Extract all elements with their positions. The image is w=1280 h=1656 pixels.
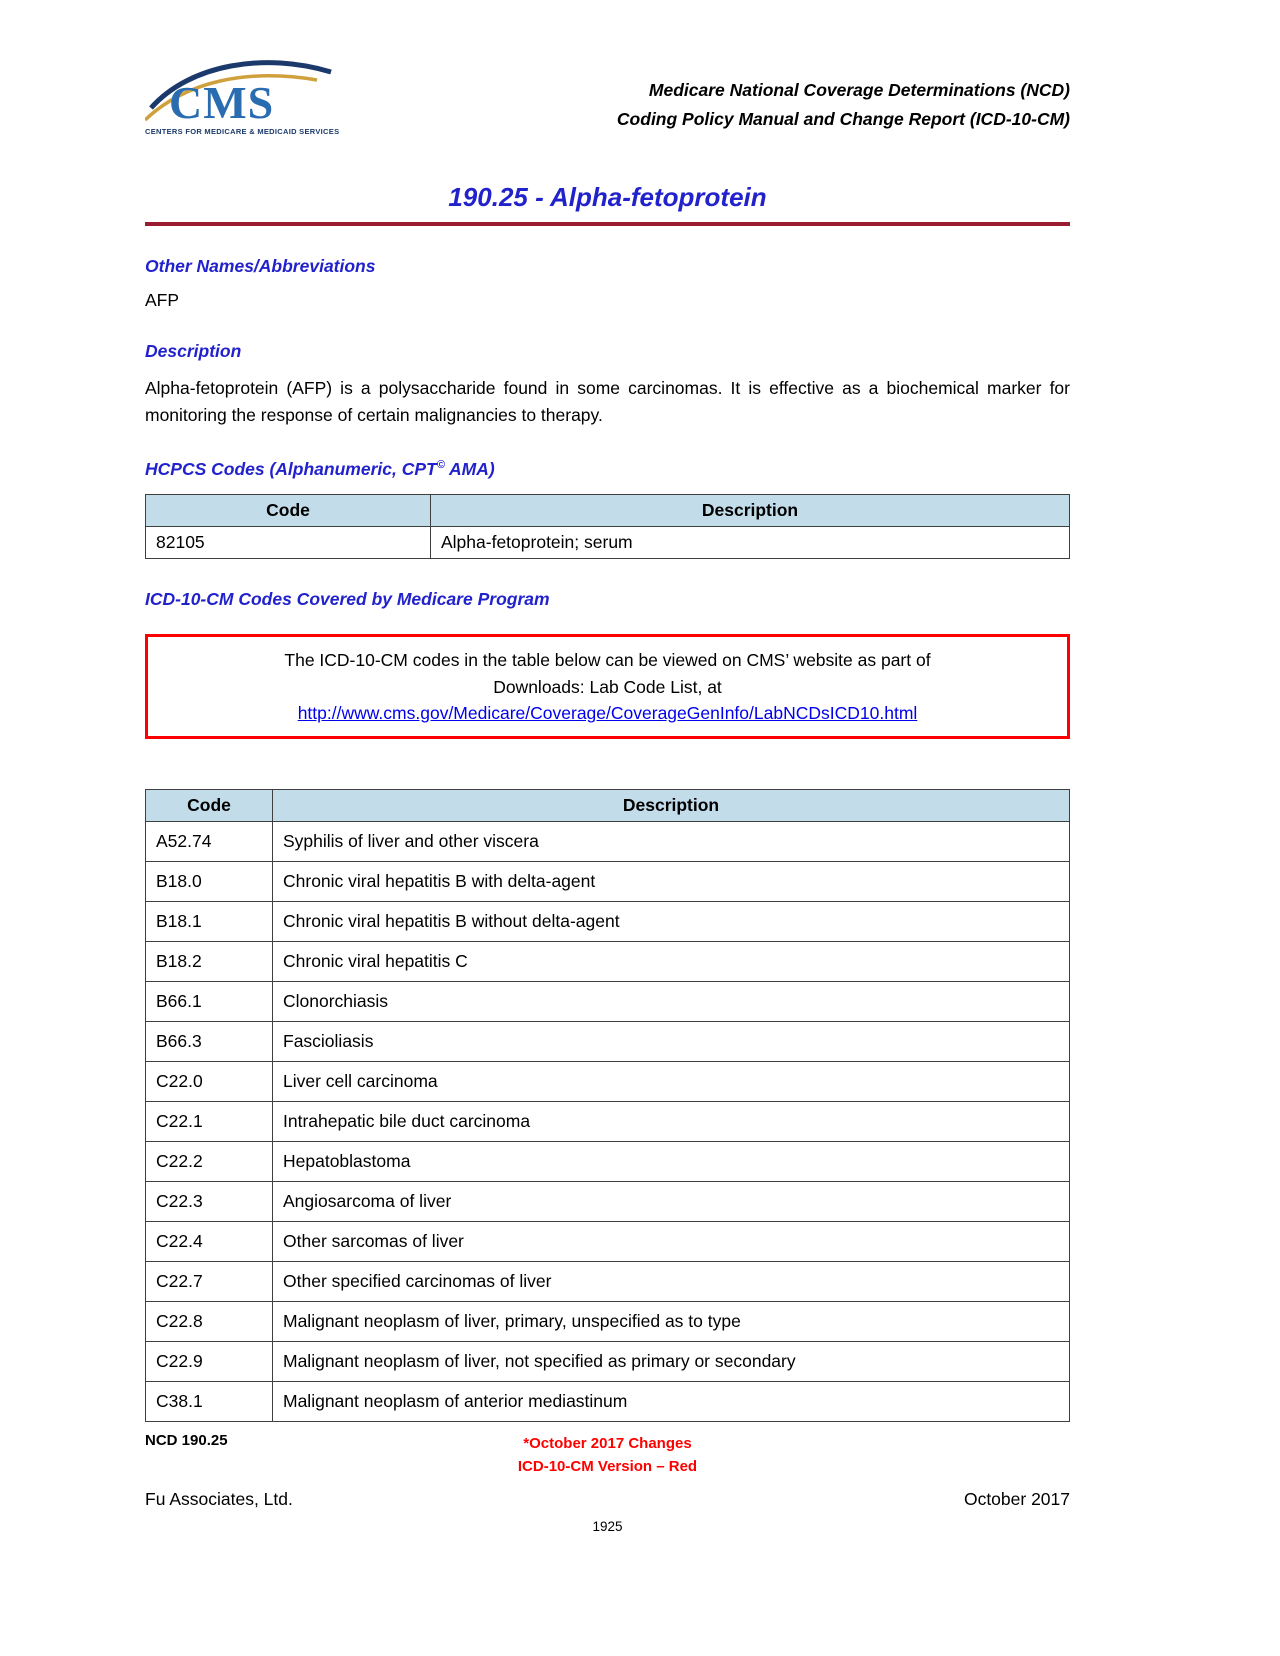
- code-cell: A52.74: [146, 822, 273, 862]
- description-cell: Intrahepatic bile duct carcinoma: [273, 1102, 1070, 1142]
- code-cell: C22.1: [146, 1102, 273, 1142]
- table-row: [146, 1022, 1070, 1062]
- description-cell: Malignant neoplasm of anterior mediastinum: [273, 1382, 1070, 1422]
- description-cell: Chronic viral hepatitis B without delta-agent: [273, 902, 1070, 942]
- code-cell: C22.3: [146, 1182, 273, 1222]
- table-row: [146, 1102, 1070, 1142]
- table-row: [146, 1302, 1070, 1342]
- footer-top-row: [145, 1432, 1070, 1479]
- other-names-body: AFP: [145, 290, 180, 310]
- notice-line2: Downloads: Lab Code List, at: [493, 676, 722, 697]
- footer-company: Fu Associates, Ltd.: [145, 1488, 293, 1509]
- table-row: [146, 822, 1070, 862]
- code-cell: B18.2: [146, 942, 273, 982]
- description-cell: Chronic viral hepatitis B with delta-agent: [273, 862, 1070, 902]
- hcpcs-codes-table: [145, 494, 1070, 559]
- icd-table-body: [146, 822, 1070, 1422]
- table-row: [146, 1262, 1070, 1302]
- code-cell: B66.3: [146, 1022, 273, 1062]
- page-footer: [145, 1432, 1070, 1534]
- manual-title-line1: Medicare National Coverage Determinations (NCD): [648, 80, 1070, 100]
- section-heading-icd: ICD-10-CM Codes Covered by Medicare Program: [145, 589, 550, 610]
- manual-title: [617, 60, 1070, 134]
- footer-date: October 2017: [963, 1488, 1070, 1509]
- table-row: [146, 942, 1070, 982]
- hcpcs-header-code: Code: [146, 495, 431, 527]
- section-heading-description: Description: [145, 341, 242, 361]
- cms-logo: [145, 60, 340, 136]
- icd-codes-table: [145, 789, 1070, 1422]
- copyright-symbol: ©: [436, 459, 445, 472]
- table-row: [146, 1382, 1070, 1422]
- footer-page-number: 1925: [592, 1518, 623, 1534]
- document-header: [145, 60, 1070, 136]
- table-row: [146, 1182, 1070, 1222]
- code-cell: C22.0: [146, 1062, 273, 1102]
- code-cell: B18.1: [146, 902, 273, 942]
- icd-header-code: Code: [146, 790, 273, 822]
- code-cell: 82105: [146, 527, 431, 559]
- description-cell: Malignant neoplasm of liver, not specified as primary or secondary: [273, 1342, 1070, 1382]
- description-cell: Other specified carcinomas of liver: [273, 1262, 1070, 1302]
- table-row: [146, 1342, 1070, 1382]
- footer-bottom-row: [145, 1489, 1070, 1510]
- icd-header-description: Description: [273, 790, 1070, 822]
- icd-table-header-row: [146, 790, 1070, 822]
- table-row: [146, 527, 1070, 559]
- description-cell: Angiosarcoma of liver: [273, 1182, 1070, 1222]
- code-cell: B18.0: [146, 862, 273, 902]
- description-cell: Fascioliasis: [273, 1022, 1070, 1062]
- description-cell: Hepatoblastoma: [273, 1142, 1070, 1182]
- footer-changes-note: [518, 1432, 697, 1479]
- description-cell: Other sarcomas of liver: [273, 1222, 1070, 1262]
- code-cell: C22.2: [146, 1142, 273, 1182]
- section-heading-other-names: Other Names/Abbreviations: [145, 256, 376, 276]
- code-cell: C22.8: [146, 1302, 273, 1342]
- table-row: [146, 1142, 1070, 1182]
- footer-ncd-label: NCD 190.25: [145, 1432, 228, 1449]
- hcpcs-header-description: Description: [431, 495, 1070, 527]
- table-row: [146, 982, 1070, 1022]
- lab-code-list-link[interactable]: http://www.cms.gov/Medicare/Coverage/CoverageGenInfo/LabNCDsICD10.html: [297, 702, 918, 723]
- code-cell: B66.1: [146, 982, 273, 1022]
- cms-logo-graphic: [145, 60, 335, 126]
- footer-changes-line1: *October 2017 Changes: [523, 1435, 692, 1452]
- code-cell: C22.9: [146, 1342, 273, 1382]
- hcpcs-table-header-row: [146, 495, 1070, 527]
- table-row: [146, 1062, 1070, 1102]
- title-rule: [145, 222, 1070, 226]
- notice-line1: The ICD-10-CM codes in the table below can be viewed on CMS’ website as part of: [284, 650, 931, 671]
- page-title: 190.25 - Alpha-fetoprotein: [448, 182, 767, 212]
- description-cell: Malignant neoplasm of liver, primary, unspecified as to type: [273, 1302, 1070, 1342]
- document-page: [145, 0, 1070, 1422]
- table-row: [146, 1222, 1070, 1262]
- hcpcs-heading-post: AMA): [444, 459, 495, 480]
- description-body: Alpha-fetoprotein (AFP) is a polysaccharide found in some carcinomas. It is effective as a biochemical marker for monitoring the response of certain malignancies to therapy.: [145, 378, 1070, 426]
- code-cell: C22.4: [146, 1222, 273, 1262]
- manual-title-line2: Coding Policy Manual and Change Report (ICD-10-CM): [616, 108, 1070, 129]
- hcpcs-table-body: [146, 527, 1070, 559]
- code-cell: C38.1: [146, 1382, 273, 1422]
- code-cell: C22.7: [146, 1262, 273, 1302]
- table-row: [146, 862, 1070, 902]
- hcpcs-heading-pre: HCPCS Codes (Alphanumeric, CPT: [145, 459, 437, 480]
- description-cell: Alpha-fetoprotein; serum: [431, 527, 1070, 559]
- notice-box: [145, 634, 1070, 739]
- table-row: [146, 902, 1070, 942]
- description-cell: Liver cell carcinoma: [273, 1062, 1070, 1102]
- description-cell: Syphilis of liver and other viscera: [273, 822, 1070, 862]
- notice-line3: [162, 700, 1053, 726]
- section-heading-hcpcs: [145, 459, 1070, 480]
- cms-logo-subtext: CENTERS FOR MEDICARE & MEDICAID SERVICES: [145, 127, 340, 136]
- footer-changes-line2: ICD-10-CM Version – Red: [517, 1458, 698, 1476]
- description-cell: Chronic viral hepatitis C: [273, 942, 1070, 982]
- description-cell: Clonorchiasis: [273, 982, 1070, 1022]
- cms-logo-text: CMS: [169, 77, 275, 126]
